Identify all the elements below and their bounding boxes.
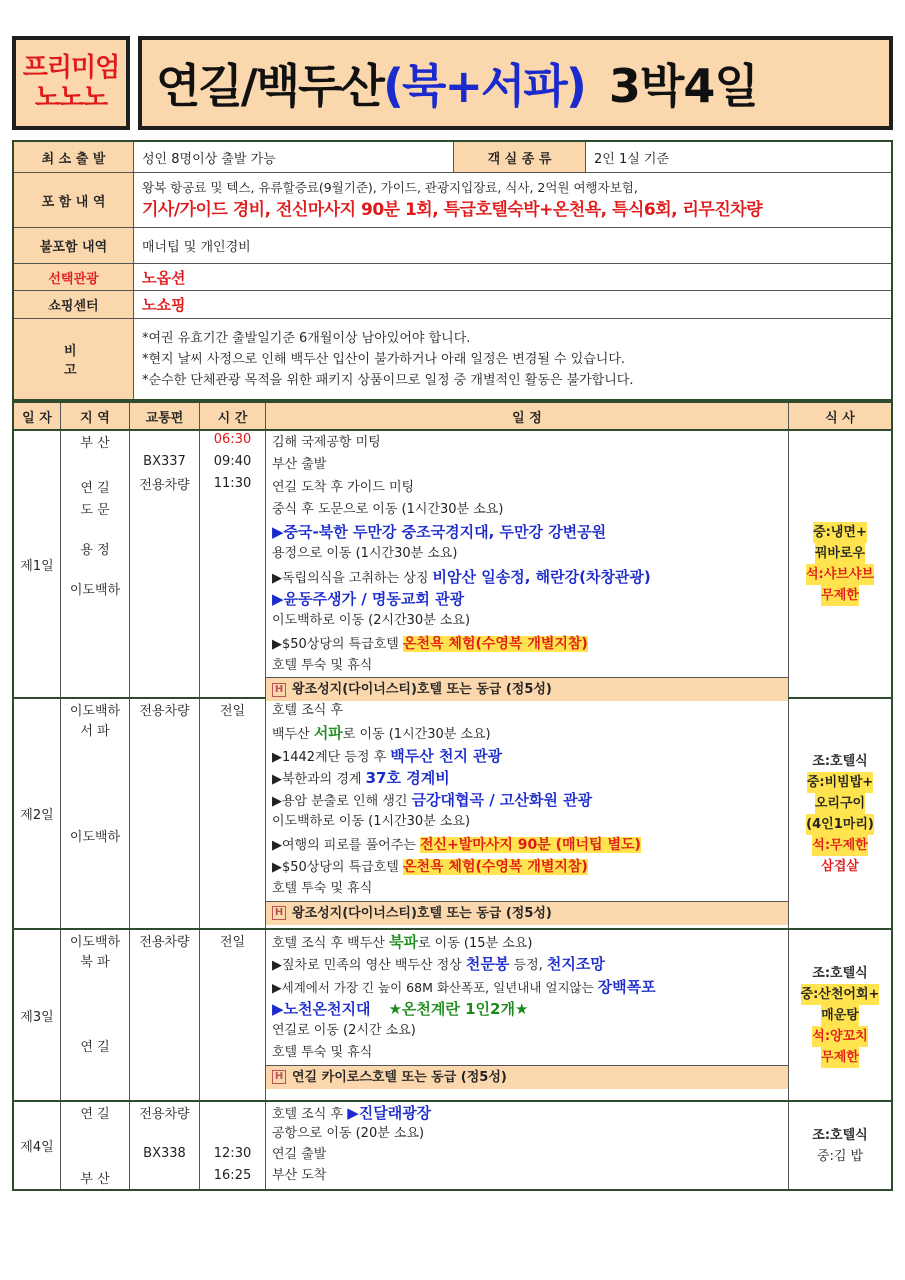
- itinerary-line: 호텔 투숙 및 휴식: [272, 881, 373, 897]
- col-meals: 식 사: [825, 410, 855, 426]
- itinerary-line: 호텔 조식 후: [272, 703, 344, 718]
- itinerary-highlight: 비암산 일송정, 해란강(차창관광): [432, 567, 651, 586]
- day-row: [14, 930, 891, 1102]
- meal-item: 조:호텔식: [812, 965, 868, 981]
- transport-cell: [130, 699, 200, 928]
- itinerary-line: 부산 출발: [272, 457, 327, 473]
- meal-item: 조:호텔식: [812, 753, 868, 769]
- meal-item: (4인1마리): [806, 814, 874, 835]
- room-label: 객 실 종 류: [454, 142, 586, 172]
- region-name: 연 길: [80, 481, 110, 496]
- room-value: 2인 1실 기준: [594, 151, 670, 167]
- region-name: 부 산: [80, 436, 110, 451]
- hotel-row: [266, 677, 788, 701]
- region-name: 용 정: [80, 543, 110, 558]
- itinerary-line: 연길로 이동 (2시간 소요): [272, 1023, 416, 1039]
- day-label: 제3일: [14, 930, 61, 1100]
- time-value: 09:40: [213, 454, 252, 469]
- hotel-name: 왕조성지(다이너스티)호텔 또는 동급 (정5성): [292, 682, 552, 698]
- shopping-label: 쇼핑센터: [14, 291, 134, 318]
- itinerary-highlight: 천문봉: [465, 955, 510, 974]
- col-time: 시 간: [200, 403, 266, 429]
- itinerary-cell: [266, 1102, 789, 1189]
- time-value: 12:30: [213, 1146, 252, 1161]
- time-value: 전일: [219, 704, 246, 719]
- notes-label: 비 고: [14, 319, 134, 399]
- itinerary-line: 호텔 투숙 및 휴식: [272, 657, 373, 673]
- hotel-name: 연길 카이로스호텔 또는 동급 (정5성): [292, 1069, 507, 1085]
- transport-cell: [130, 1102, 200, 1189]
- col-day: 일 자: [14, 403, 61, 429]
- itinerary-line: [272, 566, 788, 588]
- itinerary-line: 부산 도착: [272, 1168, 327, 1183]
- itinerary-line: [272, 789, 788, 811]
- excluded-row: [14, 228, 891, 264]
- region-cell: [61, 431, 130, 697]
- flight-number: BX337: [143, 454, 186, 469]
- itinerary-highlight: ▶노천온천지대: [272, 999, 371, 1018]
- itinerary-highlight: 금강대협곡 / 고산화원 관광: [411, 791, 593, 810]
- schedule-table: [12, 401, 893, 1191]
- region-name: 연 길: [80, 1040, 110, 1055]
- meal-item: 중:비빔밥+: [807, 772, 873, 793]
- meal-item: 중:산천어회+: [801, 984, 880, 1005]
- region-cell: [61, 930, 130, 1100]
- itinerary-line: 용정으로 이동 (1시간30분 소요): [272, 546, 458, 562]
- itinerary-text: ▶짚차로 민족의 영산 백두산 정상: [272, 958, 466, 974]
- title-duration: 3박4일: [608, 59, 758, 113]
- itinerary-cell: [266, 699, 789, 928]
- itinerary-text: ▶$50상당의 특급호텔: [272, 636, 403, 652]
- itinerary-highlight: 북파: [389, 933, 418, 951]
- itinerary-line: 이도백하로 이동 (1시간30분 소요): [272, 814, 471, 830]
- meal-item: 조:호텔식: [812, 1127, 868, 1143]
- itinerary-line: ▶윤동주생가 / 명동교회 관광: [272, 590, 465, 609]
- meal-item: 중:김 밥: [816, 1148, 864, 1164]
- itinerary-highlight: 온천욕 체험(수영복 개별지참): [402, 635, 588, 652]
- meal-item: 중:냉면+: [813, 522, 867, 543]
- departure-row: [14, 142, 891, 173]
- schedule-header: [14, 403, 891, 431]
- itinerary-cell: [266, 431, 789, 697]
- itinerary-text: ▶용암 분출로 인해 생긴: [272, 794, 412, 810]
- optional-label: 선택관광: [14, 264, 134, 290]
- time-value: 06:30: [213, 432, 252, 447]
- itinerary-highlight: 서파: [313, 724, 343, 743]
- note-item: *여권 유효기간 출발일기준 6개월이상 남아있어야 합니다.: [142, 330, 471, 346]
- itinerary-highlight: 장백폭포: [597, 977, 656, 996]
- itinerary-text: 호텔 조식 후: [272, 1107, 348, 1122]
- itinerary-line: 호텔 투숙 및 휴식: [272, 1045, 373, 1061]
- transport-mode: 전용차량: [139, 478, 190, 493]
- itinerary-line: ▶중국-북한 두만강 중조국경지대, 두만강 강변공원: [272, 523, 607, 542]
- time-cell: [200, 431, 266, 697]
- itinerary-line: [272, 931, 788, 953]
- time-cell: [200, 930, 266, 1100]
- itinerary-cell: [266, 930, 789, 1100]
- meal-item: 매운탕: [821, 1005, 859, 1026]
- departure-value: 성인 8명이상 출발 가능: [134, 142, 454, 172]
- itinerary-text: 로 이동 (1시간30분 소요): [342, 727, 491, 743]
- col-transport: 교통편: [130, 403, 200, 429]
- itinerary-line: 공항으로 이동 (20분 소요): [272, 1126, 425, 1141]
- itinerary-highlight: ▶진달래광장: [347, 1104, 432, 1122]
- time-cell: [200, 699, 266, 928]
- meals-cell: [789, 1102, 891, 1189]
- meals-cell: [789, 930, 891, 1100]
- time-value: 전일: [219, 935, 246, 950]
- region-name: 북 파: [80, 955, 110, 970]
- itinerary-highlight: 천지조망: [546, 955, 605, 974]
- time-cell: [200, 1102, 266, 1189]
- itinerary-text: 백두산: [272, 727, 314, 743]
- meal-item: 꿔바로우: [815, 543, 865, 564]
- included-row: [14, 173, 891, 228]
- region-cell: [61, 1102, 130, 1189]
- transport-mode: 전용차량: [139, 1107, 190, 1122]
- itinerary-text: ▶$50상당의 특급호텔: [272, 860, 403, 876]
- itinerary-text: 로 이동 (15분 소요): [417, 936, 533, 951]
- transport-cell: [130, 930, 200, 1100]
- meal-item: 석:양꼬치: [812, 1026, 867, 1047]
- included-line1: 왕복 항공료 및 텍스, 유류할증료(9월기준), 가이드, 관광지입장료, 식사, 2억원 여행자보험,: [142, 180, 638, 195]
- meals-cell: [789, 699, 891, 928]
- optional-row: [14, 264, 891, 291]
- tour-info-table: [12, 140, 893, 401]
- day-row: [14, 699, 891, 930]
- transport-cell: [130, 431, 200, 697]
- region-name: 이도백하: [69, 830, 121, 845]
- premium-badge: [12, 36, 130, 130]
- col-itinerary: 일 정: [266, 403, 789, 429]
- col-region: 지 역: [61, 403, 130, 429]
- excluded-label: 불포함 내역: [14, 228, 134, 263]
- meal-item: 석:무제한: [812, 835, 867, 856]
- itinerary-text: ▶세계에서 가장 긴 높이 68M 화산폭포, 일년내내 얼지않는: [272, 979, 598, 995]
- hotel-icon: H: [272, 906, 286, 920]
- itinerary-line: 연길 출발: [272, 1147, 327, 1162]
- itinerary-line: [272, 953, 788, 975]
- itinerary-text: 등정,: [509, 958, 547, 974]
- hotel-icon: H: [272, 683, 286, 697]
- included-line2: 기사/가이드 경비, 전신마사지 90분 1회, 특급호텔숙박+온천욕, 특식6회, 리무진차량: [142, 200, 763, 220]
- itinerary-line: 중식 후 도문으로 이동 (1시간30분 소요): [272, 501, 504, 517]
- itinerary-highlight: 37호 경계비: [365, 768, 450, 787]
- meal-item: 오리구이: [815, 793, 865, 814]
- itinerary-text: ▶1442계단 등정 후: [272, 749, 391, 765]
- shopping-row: [14, 291, 891, 319]
- hotel-icon: H: [272, 1070, 286, 1084]
- title-route: (북+서파): [382, 59, 585, 113]
- region-name: 연 길: [80, 1107, 110, 1122]
- meal-item: 석:샤브샤브: [806, 564, 874, 585]
- meals-cell: [789, 431, 891, 697]
- optional-value: 노옵션: [142, 268, 186, 287]
- hotel-name: 왕조성지(다이너스티)호텔 또는 동급 (정5성): [292, 905, 552, 921]
- meal-item: 삼겹살: [821, 858, 859, 874]
- itinerary-text: 호텔 조식 후 백두산: [272, 936, 389, 951]
- transport-mode: 전용차량: [139, 935, 190, 950]
- shopping-value: 노쇼핑: [142, 296, 186, 314]
- itinerary-highlight: 온천욕 체험(수영복 개별지참): [402, 859, 588, 876]
- page-title: [138, 36, 893, 130]
- included-label: 포 함 내 역: [14, 173, 134, 227]
- transport-mode: 전용차량: [139, 704, 190, 719]
- itinerary-line: 김해 국제공항 미팅: [272, 435, 381, 450]
- itinerary-highlight: ★온천계란 1인2개★: [388, 999, 529, 1018]
- note-item: *현지 날씨 사정으로 인해 백두산 입산이 불가하거나 아래 일정은 변경될 수 있습니다.: [142, 351, 626, 367]
- meal-item: 무제한: [821, 1047, 859, 1068]
- note-item: *순수한 단체관광 목적을 위한 패키지 상품이므로 일정 중 개별적인 활동은 불가합니다.: [142, 372, 634, 388]
- itinerary-line: 연길 도착 후 가이드 미팅: [272, 479, 415, 495]
- itinerary-highlight: 전신+발마사지 90분 (매너팁 별도): [419, 836, 641, 853]
- itinerary-line: [272, 767, 788, 789]
- itinerary-line: [272, 856, 788, 878]
- region-name: 도 문: [80, 503, 110, 518]
- badge-line1: 프리미엄: [22, 53, 120, 83]
- flight-number: BX338: [143, 1146, 186, 1161]
- itinerary-line: [272, 998, 788, 1020]
- itinerary-highlight: 백두산 천지 관광: [390, 746, 503, 765]
- region-cell: [61, 699, 130, 928]
- itinerary-line: [272, 633, 788, 655]
- notes-row: [14, 319, 891, 399]
- day-label: 제2일: [14, 699, 61, 928]
- itinerary-text: ▶여행의 피로를 풀어주는: [272, 837, 420, 853]
- itinerary-text: ▶북한과의 경계: [272, 771, 366, 787]
- itinerary-line: [272, 976, 788, 998]
- meal-item: 무제한: [821, 585, 859, 606]
- day-row: [14, 1102, 891, 1189]
- day-label: 제4일: [14, 1102, 61, 1189]
- excluded-value: 매너팁 및 개인경비: [142, 240, 251, 255]
- itinerary-text: ▶독립의식을 고취하는 상징: [272, 570, 433, 586]
- region-name: 서 파: [80, 724, 110, 739]
- time-value: 16:25: [213, 1168, 252, 1183]
- itinerary-line: [272, 745, 788, 767]
- header: [12, 36, 893, 130]
- itinerary-line: 이도백하로 이동 (2시간30분 소요): [272, 613, 471, 629]
- departure-label: 최 소 출 발: [14, 142, 134, 172]
- hotel-row: [266, 901, 788, 925]
- region-name: 이도백하: [69, 935, 121, 950]
- region-name: 이도백하: [69, 583, 121, 598]
- itinerary-line: [272, 1103, 788, 1123]
- region-name: 이도백하: [69, 704, 121, 719]
- day-row: [14, 431, 891, 699]
- itinerary-line: [272, 722, 788, 744]
- title-destination: 연길/백두산: [156, 59, 383, 113]
- day-label: 제1일: [14, 431, 61, 697]
- time-value: 11:30: [213, 476, 252, 491]
- itinerary-line: [272, 834, 788, 856]
- badge-line2: 노노노: [34, 83, 108, 113]
- hotel-row: [266, 1065, 788, 1089]
- region-name: 부 산: [80, 1172, 110, 1187]
